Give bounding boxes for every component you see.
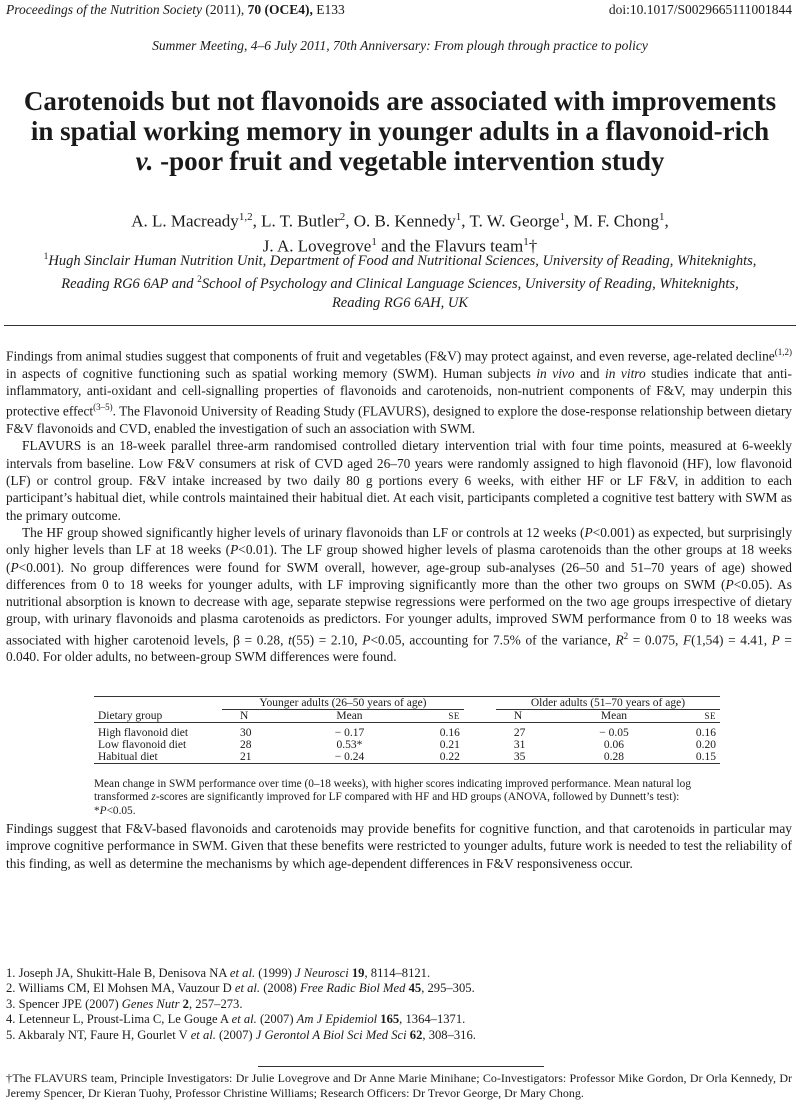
results-table	[94, 696, 720, 764]
paragraph-4: Findings suggest that F&V-based flavonoids and carotenoids may provide benefits for cognitive function, and that carotenoids in particular may improve cognitive performance in SWM. Given that these benefits were restricted to younger adults, future work is needed to test the reliability of this finding, as well as determine the mechanisms by which age-dependent differences in F&V responsiveness occur.	[6, 821, 792, 871]
article-title: Carotenoids but not flavonoids are associated with improvements in spatial working memory in younger adults in a flavonoid-rich v. -poor fruit and vegetable intervention study	[23, 86, 777, 176]
title-line3-rest: -poor fruit and vegetable intervention study	[160, 146, 665, 176]
table-header-groups	[94, 697, 720, 710]
paragraph-3: The HF group showed significantly higher levels of urinary flavonoids than LF or controls at 12 weeks (P<0.001) as expected, but surprisingly only higher levels than LF at 18 weeks (P<0.01). The LF group showed higher levels of plasma carotenoids than the other groups at 18 weeks (P<0.001). No group differences were found for SWM overall, however, age-group sub-analyses (26–50 and 51–70 years of age) showed differences from 0 to 18 weeks for younger adults, with LF improving significantly more than the other two groups on SWM (P<0.05). As nutritional absorption is known to decrease with age, separate stepwise regressions were performed on the two age groups irrespective of dietary group, with urinary flavonoids and plasma carotenoids as predictors. For younger adults, improved SWM performance from 0 to 18 weeks was associated with higher carotenoid levels, β = 0.28, t(55) = 2.10, P<0.05, accounting for 7.5% of the variance, $R^2 = 0.075$, F(1,54) = 4.41, P = 0.040. For older adults, no between-group SWM differences were found.	[6, 524, 793, 665]
header-divider	[4, 325, 796, 326]
footnote: †The FLAVURS team, Principle Investigators: Dr Julie Lovegrove and Dr Anne Marie Minihane; Co-Investigators: Professor Mike Gordon, Dr Orla Kennedy, Dr Jeremy Spencer, Dr Kieran Tuohy, Professor Christine Williams; Research Officers: Dr Trevor George, Dr Mary Chong.	[6, 1071, 792, 1100]
affiliations: $^1$Hugh Sinclair Human Nutrition Unit, Department of Food and Nutritional Sciences, University of Reading, Whiteknights, Reading RG6 6AP and $^2$School of Psychology and Clinical Language Sciences, University of Reading, Whiteknights, Reading RG6 6AH, UK	[43, 252, 757, 311]
conclusion-body	[6, 820, 792, 872]
table-header-cols: Dietary group N Mean SE N Mean SE	[94, 710, 720, 723]
header-younger: Younger adults (26–50 years of age)	[222, 697, 464, 710]
paragraph-2: FLAVURS is an 18-week parallel three-arm randomised controlled dietary intervention trial with four time points, measured at 6-weekly intervals from baseline. Low F&V consumers at risk of CVD aged 26–70 years were randomly assigned to high flavonoid (HF), low flavonoid (LF) or control group. F&V intake increased by two daily 80 g portions every 6 weeks, with either HF or LF F&V, in addition to each participant’s habitual diet, while controls maintained their habitual diet. At each visit, participants completed a cognitive test battery with SWM as the primary outcome.	[6, 438, 792, 523]
table-row: Low flavonoid diet 28 0.53* 0.21 31 0.06 0.20	[98, 739, 716, 751]
list-item: 2. Williams CM, El Mohsen MA, Vauzour D et al. (2008) Free Radic Biol Med 45, 295–305.	[6, 981, 475, 996]
author-list: A. L. Macready$^{1,2}$, L. T. Butler$^2$, O. B. Kennedy$^1$, T. W. George$^1$, M. F. Chong$^1$, J. A. Lovegrove$^1$ and the Flavurs team$^1$†	[131, 211, 669, 256]
table-row: Habitual diet 21 − 0.24 0.22 35 0.28 0.15	[94, 751, 720, 764]
journal-citation: Proceedings of the Nutrition Society (2011), 70 (OCE4), E133	[6, 2, 345, 17]
table-note: Mean change in SWM performance over time (0–18 weeks), with higher scores indicating improved performance. Mean natural log transformed z-scores are significantly improved for LF compared with HF and HD groups (ANOVA, followed by Dunnett’s test): *P<0.05.	[94, 778, 691, 817]
doi: doi:10.1017/S0029665111001844	[608, 2, 792, 17]
abstract-body	[6, 344, 792, 666]
col-dietary-group: Dietary group	[98, 709, 163, 722]
reference-list	[6, 966, 792, 1043]
list-item: 3. Spencer JPE (2007) Genes Nutr 2, 257–273.	[6, 996, 243, 1011]
list-item: 5. Akbaraly NT, Faure H, Gourlet V et al. (2007) J Gerontol A Biol Sci Med Sci 62, 308–316.	[6, 1027, 476, 1042]
list-item: 1. Joseph JA, Shukitt-Hale B, Denisova NA et al. (1999) J Neurosci 19, 8114–8121.	[6, 966, 431, 980]
list-item: 4. Letenneur L, Proust-Lima C, Le Gouge A et al. (2007) Am J Epidemiol 165, 1364–1371.	[6, 1012, 466, 1027]
footnote-divider	[258, 1066, 544, 1067]
paragraph-1: Findings from animal studies suggest that components of fruit and vegetables (F&V) may protect against, and even reverse, age-related decline$^{(1,2)}$ in aspects of cognitive functioning such as spatial working memory (SWM). Human subjects in vivo and in vitro studies indicate that anti-inflammatory, anti-oxidant and cell-signalling properties of flavonoids and carotenoids, non-nutrient components of F&V, may underpin this protective effect$^{(3-5)}$. The Flavonoid University of Reading Study (FLAVURS), designed to explore the dose-response relationship between dietary F&V flavonoids and CVD, enabled the investigation of such an association with SWM.	[6, 347, 792, 437]
header-older: Older adults (51–70 years of age)	[496, 697, 720, 710]
meeting-line: Summer Meeting, 4–6 July 2011, 70th Anniversary: From plough through practice to policy	[152, 38, 648, 53]
table-row: High flavonoid diet 30 − 0.17 0.16 27 − 0.05 0.16	[98, 727, 716, 739]
